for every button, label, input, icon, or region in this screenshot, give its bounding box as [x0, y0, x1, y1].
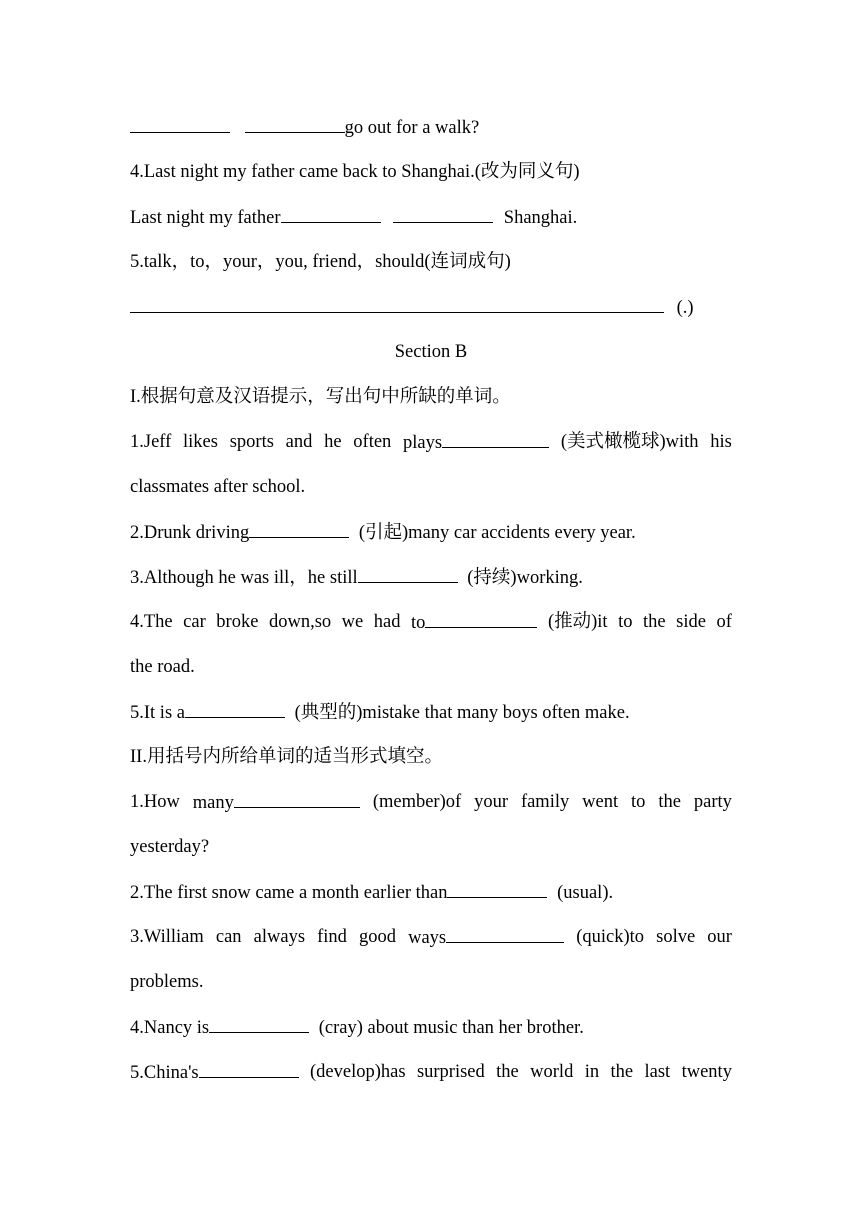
word: our [707, 927, 732, 947]
answer-blank[interactable] [425, 607, 537, 628]
word: the [658, 792, 681, 812]
sentence-text: 4.Nancy is [130, 1018, 210, 1038]
word: your [474, 792, 509, 812]
part-2-instruction: II.用括号内所给单词的适当形式填空。 [130, 747, 443, 767]
answer-blank[interactable] [358, 562, 458, 583]
sentence-text: (usual). [557, 883, 614, 903]
word: solve [656, 927, 696, 947]
word: 1.How [130, 792, 180, 812]
answer-blank[interactable] [209, 1012, 309, 1033]
word: 3.William [130, 927, 204, 947]
part-2-question-1 [130, 787, 732, 817]
sentence-text: go out for a walk? [344, 118, 480, 138]
word: 4.The [130, 612, 173, 632]
word: last [644, 1062, 671, 1082]
sentence-text: Shanghai. [503, 208, 578, 228]
word: surprised [416, 1062, 485, 1082]
part-1-question-3 [130, 562, 732, 592]
answer-blank[interactable] [442, 427, 549, 448]
answer-blank[interactable] [130, 112, 230, 133]
word: always [253, 927, 306, 947]
part-1-question-1 [130, 427, 732, 457]
word: to [631, 792, 646, 812]
word: and [285, 432, 313, 452]
word: world [530, 1062, 574, 1082]
word: sports [229, 432, 274, 452]
section-heading: Section B [394, 342, 468, 362]
sentence-text: (持续)working. [467, 568, 583, 588]
part-2-question-3-continued: problems. [130, 972, 204, 992]
answer-blank[interactable] [245, 112, 345, 133]
sentence-text: 2.The first snow came a month earlier than [130, 883, 448, 903]
question-4-prompt: 4.Last night my father came back to Shanghai.(改为同义句) [130, 162, 580, 182]
part-2-question-3 [130, 922, 732, 952]
word: had [373, 612, 401, 632]
hint-text: (quick)to [576, 927, 645, 947]
word: party [693, 792, 732, 812]
word: find [317, 927, 347, 947]
sentence-text: (cray) about music than her brother. [318, 1018, 584, 1038]
word: 1.Jeff [130, 432, 172, 452]
word: plays [403, 433, 443, 453]
word: the [643, 612, 666, 632]
word: we [341, 612, 364, 632]
word: family [520, 792, 570, 812]
hint-text: (member)of [372, 792, 462, 812]
part-1-instruction: I.根据句意及汉语提示，写出句中所缺的单词。 [130, 387, 511, 407]
word: to [411, 613, 426, 633]
answer-line-go-out [130, 112, 732, 142]
word: twenty [681, 1062, 732, 1082]
word: in [584, 1062, 600, 1082]
word: ways [408, 928, 447, 948]
part-2-question-1-continued: yesterday? [130, 837, 210, 857]
word: likes [183, 432, 218, 452]
sentence-text: (.) [676, 298, 694, 318]
hint-text: (推动)it [547, 612, 608, 632]
word: went [582, 792, 619, 812]
word: can [215, 927, 242, 947]
sentence-text: (典型的)mistake that many boys often make. [294, 703, 630, 723]
word: many [192, 793, 234, 813]
part-1-question-1-continued: classmates after school. [130, 477, 306, 497]
answer-blank[interactable] [281, 202, 381, 223]
word: side [676, 612, 706, 632]
word-with-blank [193, 787, 360, 817]
part-1-question-4-continued: the road. [130, 657, 195, 677]
word: of [716, 612, 732, 632]
part-2-question-5 [130, 1057, 732, 1087]
sentence-text: 5.It is a [130, 703, 185, 723]
answer-blank[interactable] [249, 517, 349, 538]
word: 5.China's [130, 1063, 199, 1083]
word: he [324, 432, 342, 452]
part-1-question-2 [130, 517, 732, 547]
sentence-text: (引起)many car accidents every year. [358, 523, 636, 543]
word: broke [216, 612, 259, 632]
answer-blank[interactable] [130, 292, 664, 313]
question-5-answer-line [130, 292, 732, 322]
part-1-question-4 [130, 607, 732, 637]
part-2-question-2 [130, 877, 732, 907]
part-2-question-4 [130, 1012, 732, 1042]
question-4-answer-line [130, 202, 732, 232]
word: the [610, 1062, 634, 1082]
part-1-question-5 [130, 697, 732, 727]
answer-blank[interactable] [447, 877, 547, 898]
word: car [183, 612, 206, 632]
word: good [359, 927, 397, 947]
answer-blank[interactable] [234, 787, 360, 808]
sentence-text: Last night my father [130, 208, 281, 228]
answer-blank[interactable] [185, 697, 285, 718]
sentence-text: 2.Drunk driving [130, 523, 250, 543]
word-with-blank [411, 607, 537, 637]
word: to [618, 612, 633, 632]
word: the [496, 1062, 519, 1082]
word-with-blank [130, 1057, 299, 1087]
answer-blank[interactable] [393, 202, 493, 223]
hint-text: (美式橄榄球)with [560, 432, 699, 452]
answer-blank[interactable] [199, 1057, 299, 1078]
word: his [710, 432, 732, 452]
word: down,so [268, 612, 332, 632]
answer-blank[interactable] [446, 922, 564, 943]
word-with-blank [403, 427, 549, 457]
word-with-blank [408, 922, 564, 952]
question-5-prompt: 5.talk，to，your，you, friend，should(连词成句) [130, 252, 511, 272]
sentence-text: 3.Although he was ill，he still [130, 568, 358, 588]
hint-text: (develop)has [310, 1062, 406, 1082]
word: often [353, 432, 392, 452]
